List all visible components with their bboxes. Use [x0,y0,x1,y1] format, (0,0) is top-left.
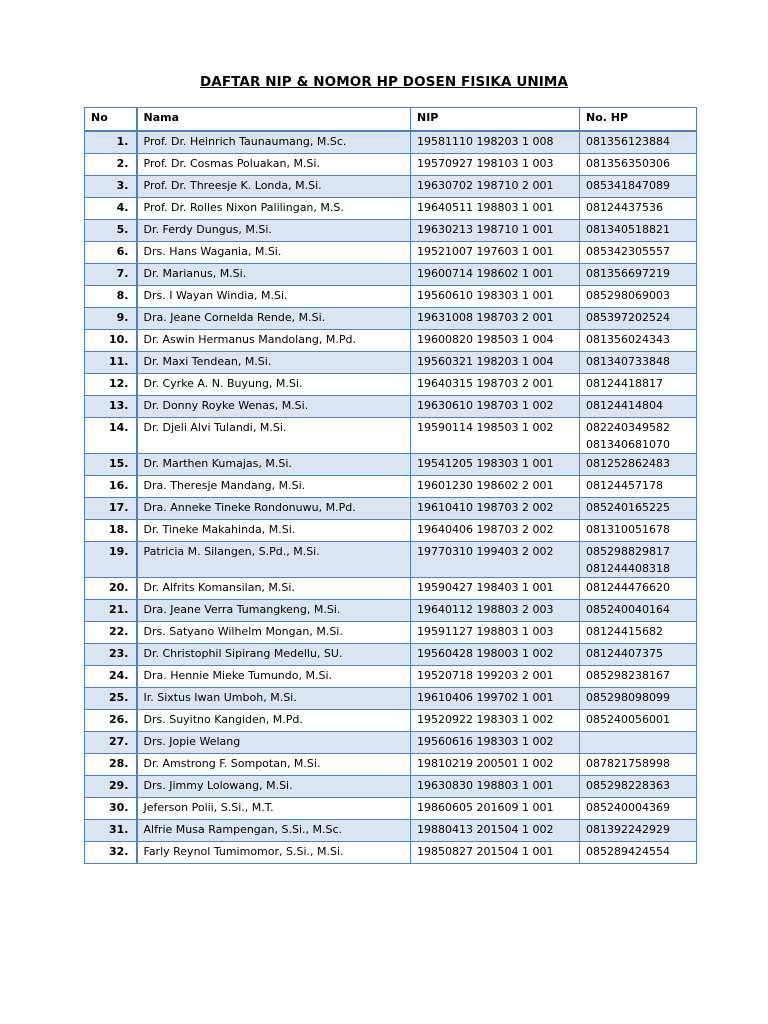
row-phone [580,710,697,732]
row-phone [580,154,697,176]
row-name: Prof. Dr. Cosmas Poluakan, M.Si. [137,154,411,176]
row-number: 20. [85,578,137,600]
row-name: Drs. Hans Wagania, M.Si. [137,242,411,264]
row-number: 1. [85,131,137,154]
phone-number: 085240165225 [586,501,670,514]
row-phone [580,842,697,864]
row-phone [580,264,697,286]
row-number: 6. [85,242,137,264]
table-row [85,286,697,308]
phone-number: 081392242929 [586,823,670,836]
row-nip: 19541205 198303 1 001 [411,454,580,476]
table-row [85,798,697,820]
row-phone [580,776,697,798]
phone-number: 087821758998 [586,757,670,770]
row-number: 21. [85,600,137,622]
row-phone [580,644,697,666]
row-number: 25. [85,688,137,710]
table-row [85,352,697,374]
row-name: Dr. Marianus, M.Si. [137,264,411,286]
table-row [85,600,697,622]
row-name: Dra. Anneke Tineke Rondonuwu, M.Pd. [137,498,411,520]
row-phone [580,131,697,154]
row-number: 15. [85,454,137,476]
phone-number: 085240040164 [586,603,670,616]
row-name: Dr. Aswin Hermanus Mandolang, M.Pd. [137,330,411,352]
table-row [85,454,697,476]
row-number: 22. [85,622,137,644]
phone-number: 085298829817 [586,545,670,558]
table-row [85,622,697,644]
row-phone [580,542,697,578]
row-phone [580,176,697,198]
row-nip: 19640112 198803 2 003 [411,600,580,622]
phone-number: 085298238167 [586,669,670,682]
phone-number: 081244408318 [586,562,670,575]
row-nip: 19630213 198710 1 001 [411,220,580,242]
row-nip: 19520718 199203 2 001 [411,666,580,688]
column-header-nama: Nama [137,108,411,132]
row-name: Dr. Tineke Makahinda, M.Si. [137,520,411,542]
row-nip: 19860605 201609 1 001 [411,798,580,820]
row-phone [580,418,697,454]
row-phone [580,476,697,498]
lecturer-table [84,107,697,864]
table-body [85,131,697,864]
column-header-nip: NIP [411,108,580,132]
phone-number: 081310051678 [586,523,670,536]
row-nip: 19631008 198703 2 001 [411,308,580,330]
phone-number: 08124415682 [586,625,663,638]
row-phone [580,308,697,330]
row-nip: 19560610 198303 1 001 [411,286,580,308]
table-row [85,220,697,242]
table-row [85,374,697,396]
row-phone [580,622,697,644]
row-nip: 19600714 198602 1 001 [411,264,580,286]
row-nip: 19810219 200501 1 002 [411,754,580,776]
row-name: Dr. Christophil Sipirang Medellu, SU. [137,644,411,666]
row-phone [580,520,697,542]
row-name: Drs. Jopie Welang [137,732,411,754]
row-name: Dr. Ferdy Dungus, M.Si. [137,220,411,242]
table-row [85,842,697,864]
row-nip: 19640315 198703 2 001 [411,374,580,396]
table-row [85,396,697,418]
row-phone [580,600,697,622]
phone-number: 082240349582 [586,421,670,434]
row-nip: 19590427 198403 1 001 [411,578,580,600]
table-row [85,154,697,176]
row-nip: 19850827 201504 1 001 [411,842,580,864]
row-phone [580,732,697,754]
row-phone [580,578,697,600]
row-nip: 19560321 198203 1 004 [411,352,580,374]
row-phone [580,820,697,842]
phone-number: 08124414804 [586,399,663,412]
row-name: Alfrie Musa Rampengan, S.Si., M.Sc. [137,820,411,842]
row-nip: 19570927 198103 1 003 [411,154,580,176]
row-number: 18. [85,520,137,542]
table-row [85,688,697,710]
row-name: Dr. Amstrong F. Sompotan, M.Si. [137,754,411,776]
table-row [85,498,697,520]
row-number: 9. [85,308,137,330]
table-row [85,330,697,352]
table-row [85,520,697,542]
row-name: Farly Reynol Tumimomor, S.Si., M.Si. [137,842,411,864]
row-number: 29. [85,776,137,798]
row-name: Dr. Djeli Alvi Tulandi, M.Si. [137,418,411,454]
row-number: 12. [85,374,137,396]
table-row [85,176,697,198]
row-nip: 19590114 198503 1 002 [411,418,580,454]
row-number: 31. [85,820,137,842]
table-row [85,418,697,454]
row-nip: 19640406 198703 2 002 [411,520,580,542]
row-phone [580,798,697,820]
row-nip: 19521007 197603 1 001 [411,242,580,264]
phone-number: 085341847089 [586,179,670,192]
table-row [85,198,697,220]
row-nip: 19630830 198803 1 001 [411,776,580,798]
column-header-hp: No. HP [580,108,697,132]
phone-number: 085240056001 [586,713,670,726]
phone-number: 081356123884 [586,135,670,148]
phone-number: 08124457178 [586,479,663,492]
row-name: Dr. Maxi Tendean, M.Si. [137,352,411,374]
row-name: Patricia M. Silangen, S.Pd., M.Si. [137,542,411,578]
row-number: 5. [85,220,137,242]
row-name: Drs. I Wayan Windia, M.Si. [137,286,411,308]
phone-number: 085298098099 [586,691,670,704]
row-nip: 19630610 198703 1 002 [411,396,580,418]
row-name: Dra. Jeane Cornelda Rende, M.Si. [137,308,411,330]
table-row [85,666,697,688]
row-number: 32. [85,842,137,864]
table-row [85,776,697,798]
phone-number: 085342305557 [586,245,670,258]
table-row [85,264,697,286]
row-name: Dra. Jeane Verra Tumangkeng, M.Si. [137,600,411,622]
row-number: 28. [85,754,137,776]
row-number: 4. [85,198,137,220]
row-name: Drs. Suyitno Kangiden, M.Pd. [137,710,411,732]
phone-number: 081340681070 [586,438,670,451]
row-name: Dra. Hennie Mieke Tumundo, M.Si. [137,666,411,688]
phone-number: 081356697219 [586,267,670,280]
row-nip: 19560616 198303 1 002 [411,732,580,754]
row-nip: 19640511 198803 1 001 [411,198,580,220]
row-phone [580,220,697,242]
row-name: Prof. Dr. Threesje K. Londa, M.Si. [137,176,411,198]
row-nip: 19630702 198710 2 001 [411,176,580,198]
row-name: Dr. Alfrits Komansilan, M.Si. [137,578,411,600]
row-phone [580,286,697,308]
row-nip: 19610410 198703 2 002 [411,498,580,520]
phone-number: 081356350306 [586,157,670,170]
row-phone [580,666,697,688]
row-number: 24. [85,666,137,688]
row-name: Dr. Donny Royke Wenas, M.Si. [137,396,411,418]
row-phone [580,198,697,220]
table-row [85,542,697,578]
row-phone [580,498,697,520]
phone-number: 085289424554 [586,845,670,858]
row-number: 23. [85,644,137,666]
row-nip: 19880413 201504 1 002 [411,820,580,842]
row-phone [580,242,697,264]
row-phone [580,454,697,476]
row-name: Ir. Sixtus Iwan Umboh, M.Si. [137,688,411,710]
row-number: 19. [85,542,137,578]
row-phone [580,374,697,396]
row-name: Prof. Dr. Heinrich Taunaumang, M.Sc. [137,131,411,154]
row-number: 26. [85,710,137,732]
row-nip: 19520922 198303 1 002 [411,710,580,732]
row-number: 3. [85,176,137,198]
table-row [85,578,697,600]
phone-number: 085240004369 [586,801,670,814]
page-title: DAFTAR NIP & NOMOR HP DOSEN FISIKA UNIMA [199,74,569,90]
row-number: 16. [85,476,137,498]
table-row [85,308,697,330]
phone-number: 085298069003 [586,289,670,302]
phone-number: 08124437536 [586,201,663,214]
row-number: 14. [85,418,137,454]
row-nip: 19591127 198803 1 003 [411,622,580,644]
row-nip: 19560428 198003 1 002 [411,644,580,666]
table-header-row [85,108,697,132]
phone-number: 081340733848 [586,355,670,368]
row-number: 7. [85,264,137,286]
phone-number: 081340518821 [586,223,670,236]
row-number: 30. [85,798,137,820]
table-row [85,710,697,732]
row-name: Dr. Cyrke A. N. Buyung, M.Si. [137,374,411,396]
table-row [85,476,697,498]
row-name: Drs. Jimmy Lolowang, M.Si. [137,776,411,798]
row-nip: 19770310 199403 2 002 [411,542,580,578]
phone-number: 081356024343 [586,333,670,346]
row-number: 11. [85,352,137,374]
table-row [85,131,697,154]
table-row [85,644,697,666]
row-name: Prof. Dr. Rolles Nixon Palilingan, M.S. [137,198,411,220]
row-name: Drs. Satyano Wilhelm Mongan, M.Si. [137,622,411,644]
row-number: 17. [85,498,137,520]
row-name: Jeferson Polii, S.Si., M.T. [137,798,411,820]
row-number: 8. [85,286,137,308]
row-nip: 19581110 198203 1 008 [411,131,580,154]
row-nip: 19610406 199702 1 001 [411,688,580,710]
row-phone [580,688,697,710]
row-name: Dra. Theresje Mandang, M.Si. [137,476,411,498]
table-row [85,754,697,776]
row-phone [580,330,697,352]
phone-number: 081252862483 [586,457,670,470]
row-name: Dr. Marthen Kumajas, M.Si. [137,454,411,476]
table-row [85,820,697,842]
phone-number: 08124407375 [586,647,663,660]
phone-number: 081244476620 [586,581,670,594]
row-phone [580,352,697,374]
phone-number: 085298228363 [586,779,670,792]
row-number: 27. [85,732,137,754]
row-phone [580,396,697,418]
row-nip: 19601230 198602 2 001 [411,476,580,498]
row-nip: 19600820 198503 1 004 [411,330,580,352]
row-number: 10. [85,330,137,352]
table-row [85,732,697,754]
phone-number: 085397202524 [586,311,670,324]
column-header-no: No [85,108,137,132]
row-phone [580,754,697,776]
row-number: 2. [85,154,137,176]
table-row [85,242,697,264]
phone-number: 08124418817 [586,377,663,390]
row-number: 13. [85,396,137,418]
